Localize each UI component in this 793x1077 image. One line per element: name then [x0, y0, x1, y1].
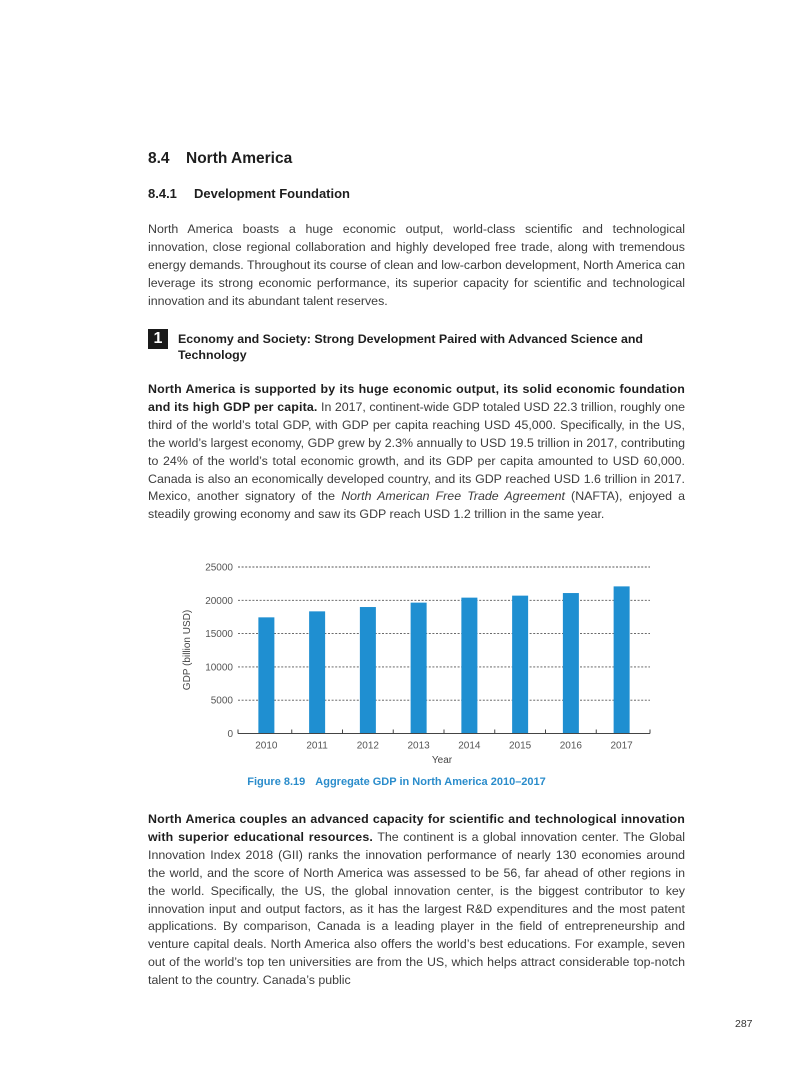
innovation-lead: North America couples an advanced capacity for scientific and technological innovation with superior educational resources. [148, 812, 685, 844]
bar-2011 [309, 611, 325, 733]
bar-2017 [614, 586, 630, 733]
bar-2013 [411, 603, 427, 734]
figure-label: Figure 8.19 [247, 776, 306, 788]
x-tick-label-2014: 2014 [458, 740, 481, 752]
y-tick-label-5000: 5000 [210, 695, 233, 707]
economy-lead: North America is supported by its huge economic output, its solid economic foundation and its high GDP per capita. [148, 382, 685, 414]
bar-2010 [258, 617, 274, 733]
gridlines [238, 567, 650, 700]
section-number: 8.4 [148, 150, 170, 167]
bar-2012 [360, 607, 376, 733]
bar-2016 [563, 593, 579, 733]
x-tick-label-2015: 2015 [509, 740, 532, 752]
y-tick-label-0: 0 [227, 729, 233, 740]
figure-title: Aggregate GDP in North America 2010–2017 [315, 776, 546, 788]
x-tick-label-2016: 2016 [559, 740, 582, 752]
y-tick-label-15000: 15000 [205, 629, 233, 641]
subsection-number: 8.4.1 [148, 186, 177, 201]
y-tick-label-20000: 20000 [205, 595, 233, 607]
x-tick-label-2012: 2012 [356, 740, 379, 752]
y-axis-title: GDP (billion USD) [182, 609, 193, 691]
economy-body-2: (NAFTA), enjoyed a steadily growing economy and saw its GDP reach USD 1.2 trillion in the same year. [148, 489, 685, 522]
x-tick-label-2010: 2010 [255, 740, 278, 752]
x-axis-title: Year [431, 755, 453, 766]
topic-heading: Economy and Society: Strong Development Paired with Advanced Science and Technology [178, 332, 643, 362]
economy-body-1: In 2017, continent-wide GDP totaled USD 22.3 trillion, roughly one third of the world’s total GDP, with GDP per capita reaching USD 45,000. Specifically, in the US, the world’s largest economy, GDP grew by 2.3% annually to USD 19.5 trillion in 2017, contributing to 24% of the world’s total economic growth, and its GDP per capita amounted to USD 60,000. Canada is also an economically developed country, and its GDP reached USD 1.6 trillion in 2017. Mexico, another signatory of the [148, 399, 685, 504]
bar-2014 [461, 598, 477, 734]
nafta-title: North American Free Trade Agreement [341, 489, 565, 504]
y-tick-label-10000: 10000 [205, 662, 233, 674]
bars [258, 586, 629, 733]
x-tick-label-2017: 2017 [610, 740, 633, 752]
x-tick-label-2013: 2013 [407, 740, 430, 752]
bar-2015 [512, 596, 528, 734]
x-tick-label-2011: 2011 [306, 740, 328, 752]
innovation-paragraph [148, 811, 685, 990]
figure-caption [0, 776, 793, 788]
section-title: North America [186, 150, 293, 167]
x-axis [238, 730, 650, 734]
y-tick-label-25000: 25000 [205, 562, 233, 574]
subsection-title: Development Foundation [194, 186, 350, 201]
page-number: 287 [735, 1018, 753, 1030]
innovation-body: The continent is a global innovation center. The Global Innovation Index 2018 (GII) ranks the innovation performance of nearly 130 economies around the world, and the score of North America was assessed to be 56, far ahead of other regions in the world. Specifically, the US, the global innovation center, is the biggest contributor to key innovation input and output factors, as it has the largest R&D expenditures and the most patent applications. By comparison, Canada is a leading player in the field of entrepreneurship and venture capital deals. North America also offers the world’s best educations. For example, seven out of the world’s top ten universities are from the US, which helps attract considerable top-notch talent to the country. Canada’s public [148, 829, 686, 988]
topic-number-badge: 1 [148, 329, 168, 349]
intro-paragraph: North America boasts a huge economic output, world-class scientific and technological innovation, close regional collaboration and highly developed free trade, along with tremendous energy demands. Throughout its course of clean and low-carbon development, North America can leverage its strong economic performance, its superior capacity for scientific and technological innovation and its abundant talent reserves. [148, 222, 686, 308]
